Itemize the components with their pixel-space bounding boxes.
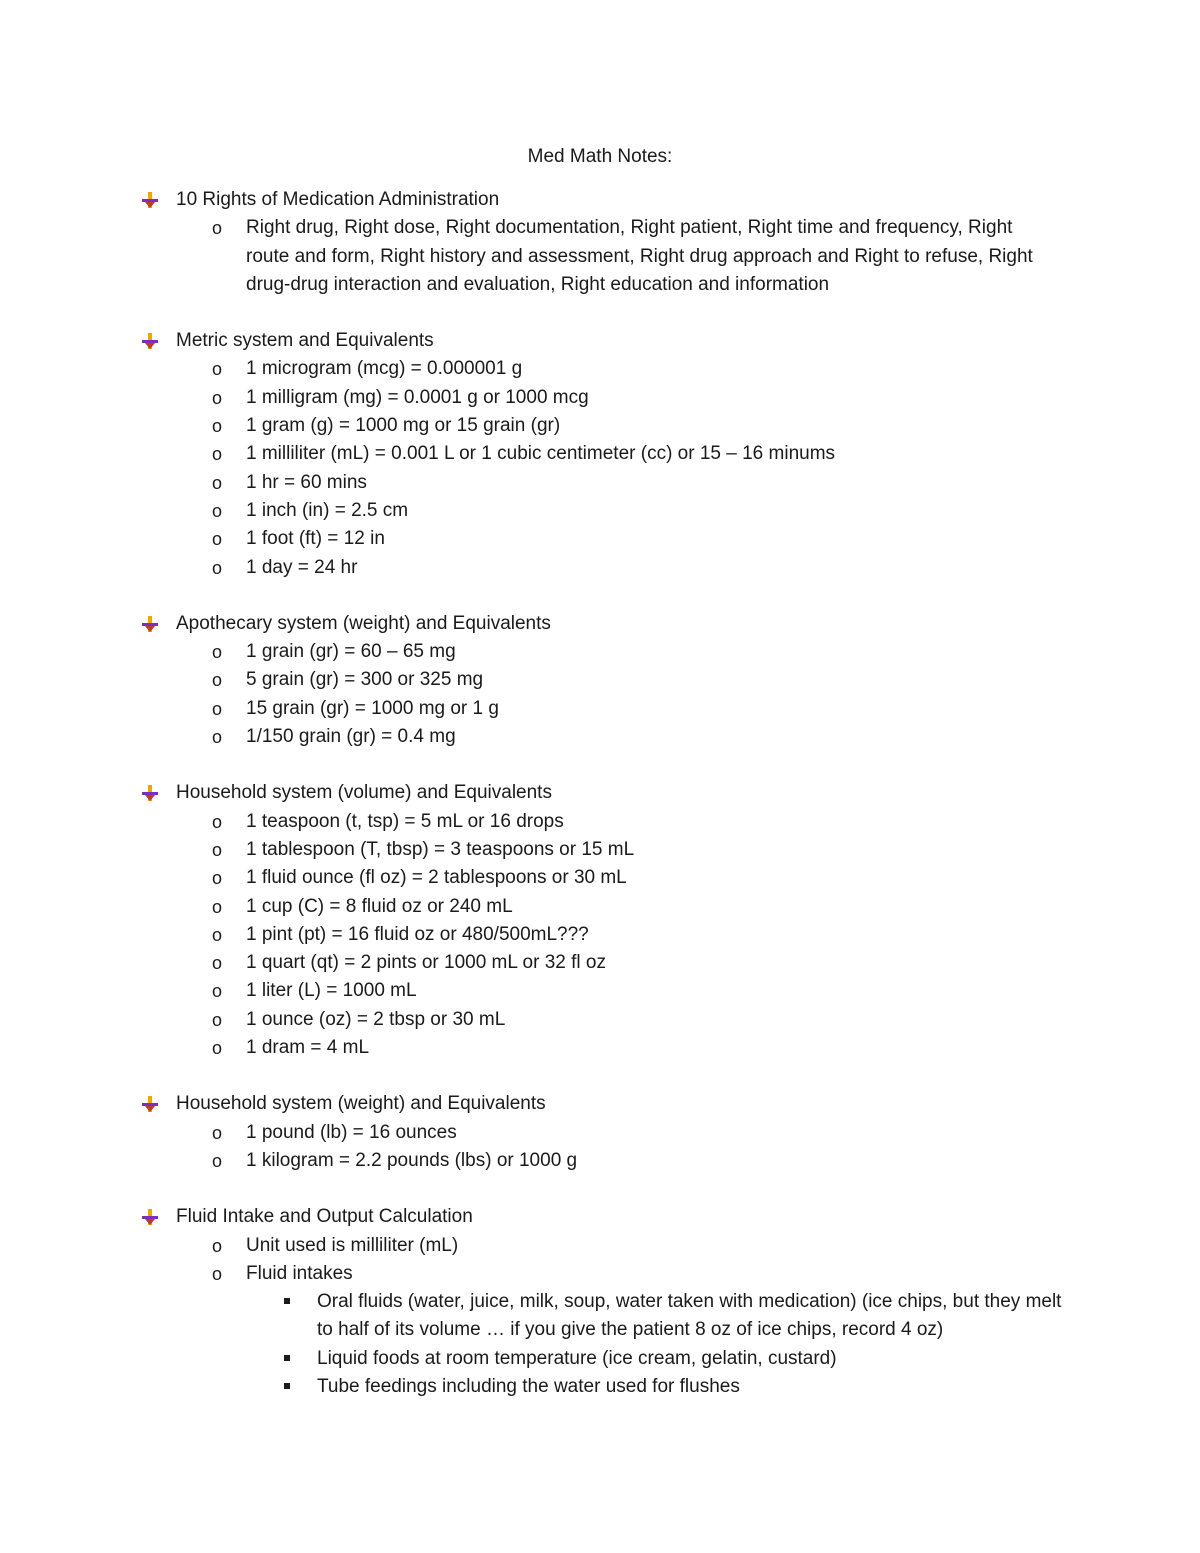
circle-bullet-icon: o	[212, 387, 223, 408]
circle-bullet-icon: o	[212, 472, 223, 493]
list-item	[0, 723, 1056, 751]
section-heading-text: Metric system and Equivalents	[176, 330, 434, 352]
list-item	[0, 949, 1056, 977]
circle-bullet-icon: o	[212, 727, 223, 748]
circle-bullet-icon: o	[212, 1150, 223, 1171]
page-title: Med Math Notes:	[527, 146, 673, 167]
section-heading	[0, 779, 1200, 807]
list-item-text: 1 gram (g) = 1000 mg or 15 grain (gr)	[246, 415, 561, 437]
circle-bullet-icon: o	[212, 953, 223, 974]
section-heading	[0, 610, 1200, 638]
arrow-bullet-icon	[142, 1209, 158, 1225]
list-item	[0, 921, 1056, 949]
notes-section	[0, 327, 1200, 582]
circle-bullet-icon: o	[212, 642, 223, 663]
list-item	[0, 412, 1056, 440]
list-item	[0, 214, 1056, 299]
circle-bullet-icon: o	[212, 924, 223, 945]
circle-bullet-icon: o	[212, 416, 223, 437]
square-bullet-icon	[284, 1383, 290, 1389]
list-item	[0, 977, 1056, 1005]
list-item	[0, 1260, 1056, 1288]
list-item	[0, 1147, 1056, 1175]
list-item	[0, 864, 1056, 892]
square-bullet-icon	[284, 1355, 290, 1361]
section-heading-text: 10 Rights of Medication Administration	[176, 189, 500, 210]
arrow-bullet-icon	[142, 333, 158, 349]
circle-bullet-icon: o	[212, 557, 223, 578]
sub-list-item	[0, 1345, 1067, 1373]
list-item-text: Liquid foods at room temperature (ice cream, gelatin, custard)	[317, 1347, 837, 1369]
list-item-text: Right drug, Right dose, Right documentation, Right patient, Right time and frequency, Right route and form, Right history and assessment, Right drug approach and Right to refuse, Right drug-drug interaction and evaluation, Right education and information	[246, 217, 1033, 295]
circle-bullet-icon: o	[212, 1038, 223, 1059]
circle-bullet-icon: o	[212, 670, 223, 691]
notes-section	[0, 1090, 1200, 1175]
list-item-text: 15 grain (gr) = 1000 mg or 1 g	[246, 697, 499, 719]
list-item-text: Unit used is milliliter (mL)	[246, 1234, 459, 1256]
notes-section	[0, 610, 1200, 751]
circle-bullet-icon: o	[212, 839, 223, 860]
arrow-bullet-icon	[142, 616, 158, 632]
circle-bullet-icon: o	[212, 500, 223, 521]
list-item-text: 1 pound (lb) = 16 ounces	[246, 1121, 457, 1143]
section-heading-text: Household system (volume) and Equivalents	[176, 782, 552, 804]
circle-bullet-icon: o	[212, 981, 223, 1002]
sub-list-item	[0, 1373, 1067, 1401]
list-item	[0, 554, 1056, 582]
arrow-bullet-icon	[142, 1096, 158, 1112]
list-item-text: 1 kilogram = 2.2 pounds (lbs) or 1000 g	[246, 1149, 578, 1171]
list-item-text: 1 grain (gr) = 60 – 65 mg	[246, 641, 456, 663]
circle-bullet-icon: o	[212, 698, 223, 719]
circle-bullet-icon: o	[212, 359, 223, 380]
list-item	[0, 695, 1056, 723]
notes-section	[0, 1203, 1200, 1401]
list-item	[0, 384, 1056, 412]
list-item	[0, 469, 1056, 497]
arrow-bullet-icon	[142, 785, 158, 801]
list-item-text: 1 cup (C) = 8 fluid oz or 240 mL	[246, 895, 513, 917]
circle-bullet-icon: o	[212, 811, 223, 832]
list-item-text: 5 grain (gr) = 300 or 325 mg	[246, 669, 484, 691]
list-item-text: 1/150 grain (gr) = 0.4 mg	[246, 726, 456, 748]
circle-bullet-icon: o	[212, 444, 223, 465]
notes-list	[0, 186, 1200, 1429]
list-item-text: 1 foot (ft) = 12 in	[246, 528, 385, 550]
list-item	[0, 638, 1056, 666]
section-heading-text: Apothecary system (weight) and Equivalents	[176, 612, 551, 634]
list-item-text: 1 ounce (oz) = 2 tbsp or 30 mL	[246, 1008, 506, 1030]
list-item	[0, 355, 1056, 383]
list-item	[0, 836, 1056, 864]
circle-bullet-icon: o	[212, 218, 223, 239]
list-item-text: Fluid intakes	[246, 1262, 353, 1284]
section-heading	[0, 1090, 1200, 1118]
list-item-text: 1 inch (in) = 2.5 cm	[246, 499, 409, 521]
circle-bullet-icon: o	[212, 1009, 223, 1030]
section-heading-text: Fluid Intake and Output Calculation	[176, 1206, 473, 1228]
list-item	[0, 1034, 1056, 1062]
list-item-text: 1 tablespoon (T, tbsp) = 3 teaspoons or 15 mL	[246, 838, 635, 860]
list-item-text: 1 pint (pt) = 16 fluid oz or 480/500mL???	[246, 923, 589, 945]
list-item-text: 1 fluid ounce (fl oz) = 2 tablespoons or 30 mL	[246, 867, 627, 889]
sub-list-item	[0, 1288, 1067, 1345]
circle-bullet-icon: o	[212, 868, 223, 889]
list-item-text: 1 hr = 60 mins	[246, 471, 367, 493]
list-item	[0, 497, 1056, 525]
circle-bullet-icon: o	[212, 1235, 223, 1256]
list-item	[0, 893, 1056, 921]
list-item-text: 1 day = 24 hr	[246, 556, 358, 578]
section-heading	[0, 186, 1200, 214]
list-item	[0, 525, 1056, 553]
list-item-text: Tube feedings including the water used for flushes	[317, 1375, 740, 1397]
arrow-bullet-icon	[142, 192, 158, 208]
list-item	[0, 1006, 1056, 1034]
section-heading-text: Household system (weight) and Equivalents	[176, 1093, 546, 1115]
list-item-text: 1 milligram (mg) = 0.0001 g or 1000 mcg	[246, 386, 589, 408]
list-item-text: 1 liter (L) = 1000 mL	[246, 980, 417, 1002]
section-heading	[0, 1203, 1200, 1231]
list-item-text: 1 milliliter (mL) = 0.001 L or 1 cubic centimeter (cc) or 15 – 16 minums	[246, 443, 836, 465]
circle-bullet-icon: o	[212, 529, 223, 550]
list-item-text: 1 dram = 4 mL	[246, 1037, 370, 1059]
circle-bullet-icon: o	[212, 1263, 223, 1284]
list-item-text: 1 teaspoon (t, tsp) = 5 mL or 16 drops	[246, 810, 564, 832]
notes-section	[0, 779, 1200, 1062]
list-item-text: 1 microgram (mcg) = 0.000001 g	[246, 358, 523, 380]
list-item	[0, 808, 1056, 836]
list-item-text: 1 quart (qt) = 2 pints or 1000 mL or 32 fl oz	[246, 952, 606, 974]
section-heading	[0, 327, 1200, 355]
list-item	[0, 1232, 1056, 1260]
list-item	[0, 1119, 1056, 1147]
circle-bullet-icon: o	[212, 1122, 223, 1143]
notes-section	[0, 186, 1200, 299]
list-item	[0, 440, 1056, 468]
list-item-text: Oral fluids (water, juice, milk, soup, water taken with medication) (ice chips, but they melt to half of its volume … if you give the patient 8 oz of ice chips, record 4 oz)	[317, 1291, 1062, 1341]
square-bullet-icon	[284, 1298, 290, 1304]
list-item	[0, 666, 1056, 694]
circle-bullet-icon: o	[212, 896, 223, 917]
